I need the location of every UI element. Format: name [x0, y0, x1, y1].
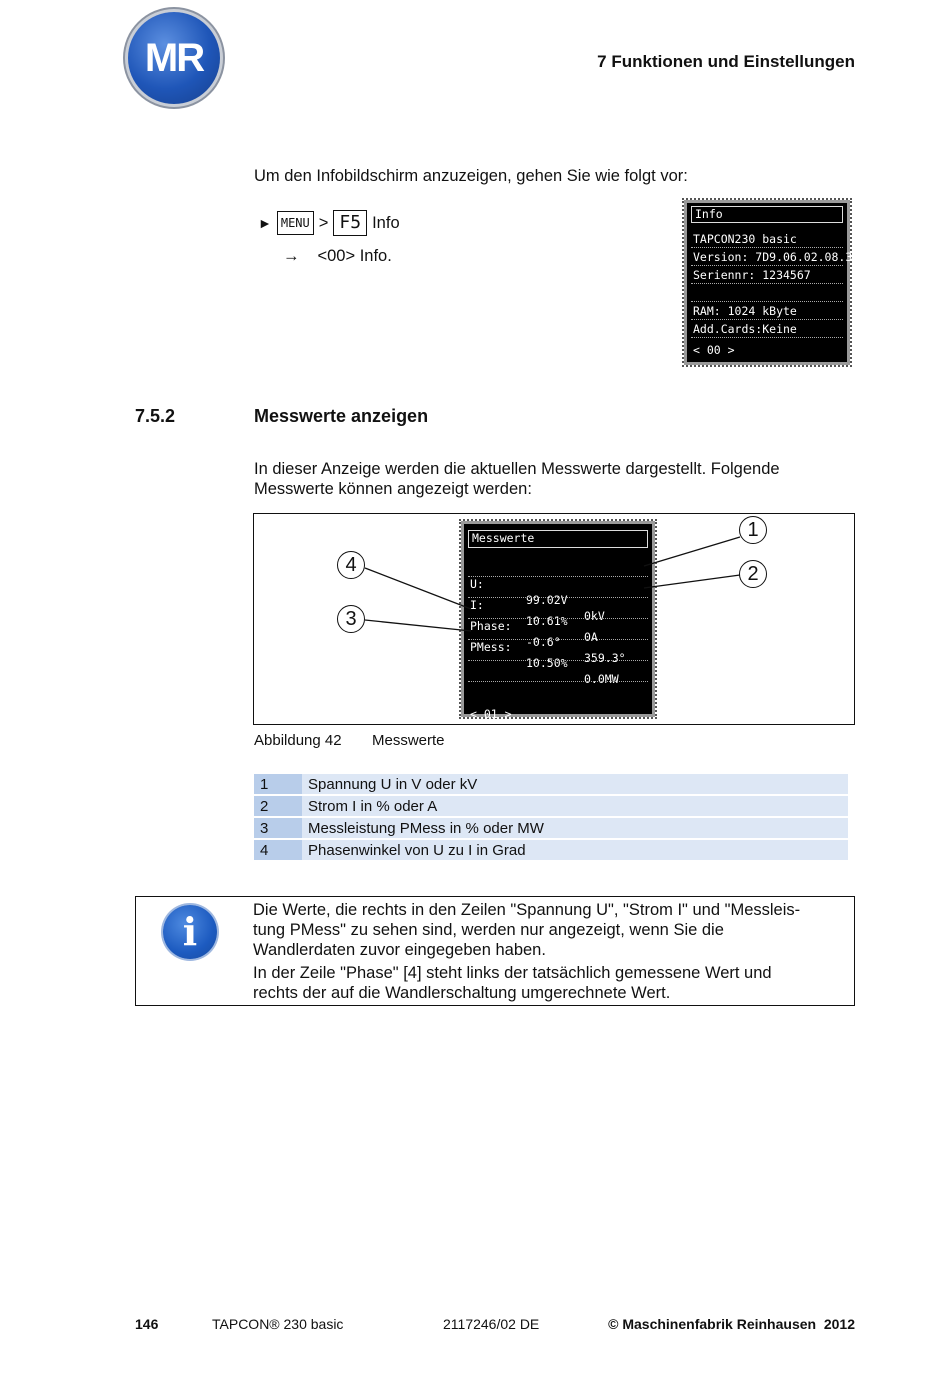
info-row: RAM: 1024 kByte	[691, 303, 843, 320]
note-line: In der Zeile "Phase" [4] steht links der tatsächlich gemessene Wert und	[253, 964, 772, 982]
callout-1: 1	[739, 516, 767, 544]
logo-text: MR	[144, 35, 204, 80]
legend-table	[254, 772, 848, 862]
legend-num: 4	[254, 840, 302, 860]
measure-value-2: 0.0MW	[584, 672, 619, 686]
legend-num: 1	[254, 774, 302, 794]
section-title: Messwerte anzeigen	[254, 406, 429, 426]
measure-value-1: 99.02V	[526, 593, 568, 607]
chapter-title: 7 Funktionen und Einstellungen	[597, 52, 855, 71]
footer-copyright: © Maschinenfabrik Reinhausen 2012	[608, 1316, 855, 1332]
page-number: 146	[135, 1316, 159, 1332]
measure-screen-title: Messwerte	[468, 530, 648, 548]
measure-label: I:	[470, 598, 484, 612]
callout-line-3	[365, 620, 471, 631]
measure-value-1: 10.50%	[526, 656, 568, 670]
callout-line-4	[365, 568, 471, 609]
result-text: <00> Info.	[317, 247, 392, 265]
legend-text: Spannung U in V oder kV	[302, 774, 848, 794]
note-line: Die Werte, die rechts in den Zeilen "Spannung U", "Strom I" und "Messleis-	[253, 901, 801, 919]
info-row: < 00 >	[693, 343, 735, 357]
legend-num: 3	[254, 818, 302, 838]
callout-line-1	[644, 537, 740, 566]
info-row: Version: 7D9.06.02.08.33	[693, 250, 860, 264]
legend-text: Messleistung PMess in % oder MW	[302, 818, 848, 838]
section-number: 7.5.2	[135, 406, 176, 426]
info-row: Add.Cards:Keine	[691, 321, 843, 338]
callout-2: 2	[739, 560, 767, 588]
legend-text: Phasenwinkel von U zu I in Grad	[302, 840, 848, 860]
footer-product: TAPCON® 230 basic	[212, 1316, 344, 1332]
note-line: Wandlerdaten zuvor eingegeben haben.	[253, 941, 546, 959]
measure-value-1: -0.6°	[526, 635, 561, 649]
legend-text: Strom I in % oder A	[302, 796, 848, 816]
callout-line-2	[644, 575, 740, 588]
figure-caption-label: Abbildung 42	[254, 732, 342, 749]
measure-label: PMess:	[470, 640, 512, 654]
info-row: TAPCON230 basic	[691, 231, 843, 248]
info-row: Seriennr: 1234567	[691, 267, 843, 284]
table-row	[254, 818, 848, 838]
note-line: rechts der auf die Wandlerschaltung umgerechnete Wert.	[253, 984, 671, 1002]
f5-key: F5	[333, 210, 367, 236]
measure-value-2: 0A	[584, 630, 598, 644]
callout-4: 4	[337, 551, 365, 579]
figure-caption-title: Messwerte	[372, 732, 445, 749]
info-screen-title: Info	[691, 206, 843, 223]
measure-value-2: 0kV	[584, 609, 605, 623]
step-bullet: ►	[258, 215, 272, 231]
section-text: In dieser Anzeige werden die aktuellen Messwerte dargestellt. Folgende Messwerte können angezeigt werden:	[254, 460, 780, 498]
measure-value-1: 10.61%	[526, 614, 568, 628]
callout-3: 3	[337, 605, 365, 633]
footer-doc-number: 2117246/02 DE	[443, 1316, 540, 1332]
measure-value-2: 359.3°	[584, 651, 626, 665]
legend-num: 2	[254, 796, 302, 816]
info-icon: i	[163, 905, 217, 959]
step-label: Info	[372, 214, 400, 232]
measure-label: U:	[470, 577, 484, 591]
table-row	[254, 796, 848, 816]
table-row	[254, 774, 848, 794]
menu-key: MENU	[277, 211, 314, 235]
page-indicator: < 01 >	[470, 707, 512, 721]
result-arrow: →	[283, 247, 300, 265]
note-text	[253, 900, 843, 1003]
separator: >	[318, 214, 329, 232]
note-line: tung PMess" zu sehen sind, werden nur angezeigt, wenn Sie die	[253, 921, 724, 939]
intro-text: Um den Infobildschirm anzuzeigen, gehen Sie wie folgt vor:	[254, 167, 688, 185]
measure-label: Phase:	[470, 619, 512, 633]
table-row	[254, 840, 848, 860]
